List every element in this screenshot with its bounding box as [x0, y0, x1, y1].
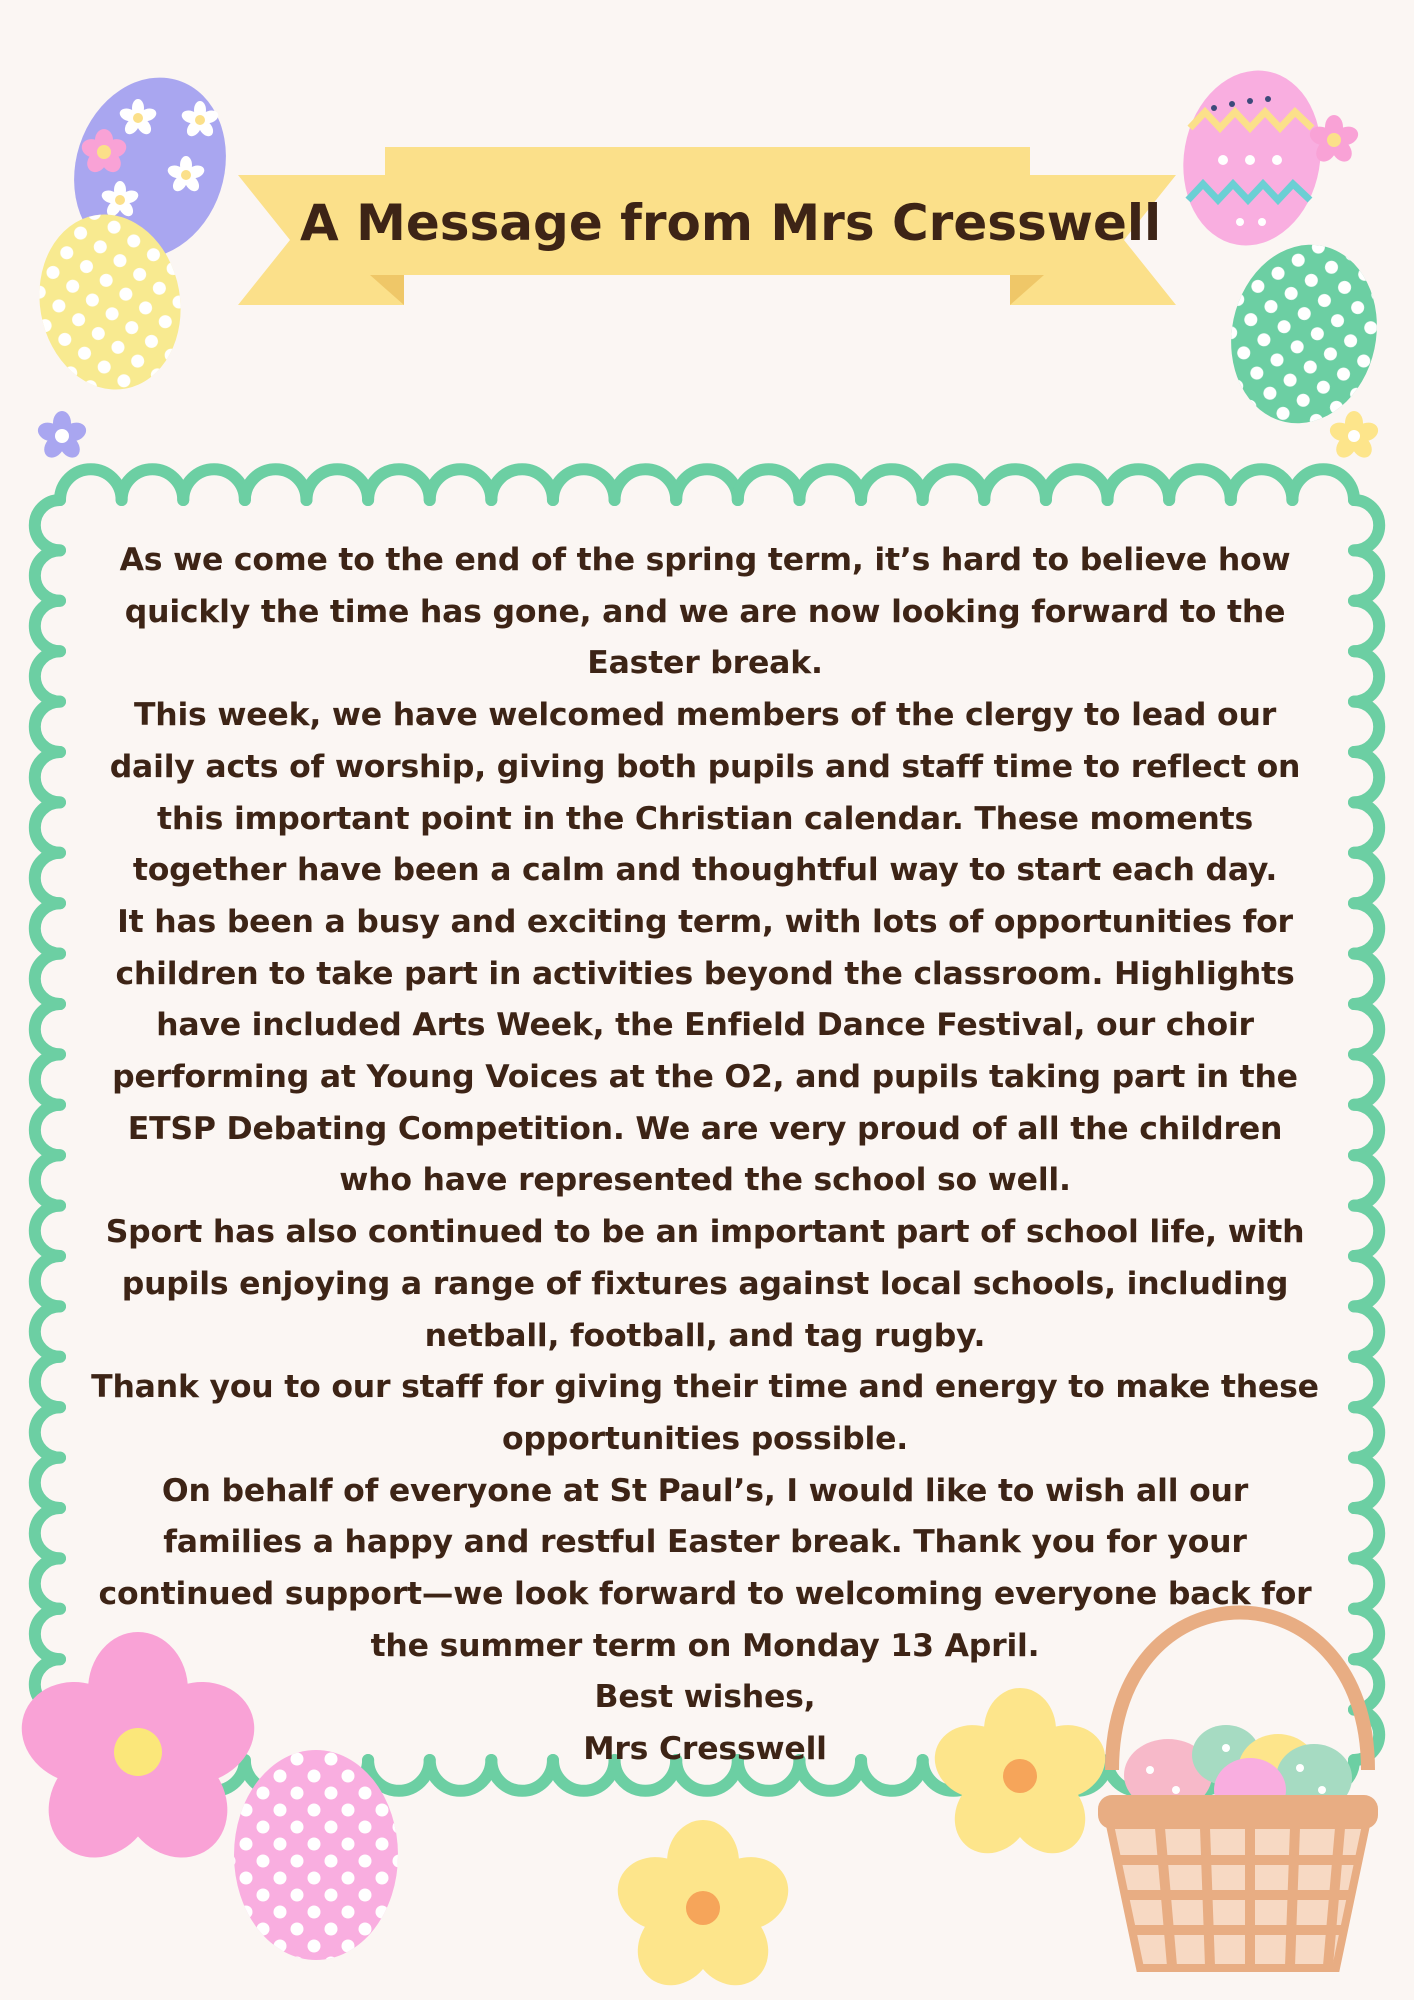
scallop-arc: [1354, 1558, 1379, 1608]
scallop-arc: [122, 469, 184, 500]
letter-paragraph: Sport has also continued to be an important part of school life, with pupils enjoying a range of fixtures against local schools, including netball, football, and tag rugby.: [105, 1214, 1305, 1354]
letter-body: [90, 535, 1320, 1776]
scallop-arc: [1354, 802, 1379, 852]
scallop-arc: [1292, 469, 1354, 500]
scallop-arc: [799, 469, 861, 500]
scallop-arc: [923, 469, 985, 500]
scallop-arc: [1354, 1155, 1379, 1205]
egg-pink-zigzag-icon: [1170, 60, 1334, 257]
scallop-arc: [183, 469, 245, 500]
scallop-arc: [1354, 1054, 1379, 1104]
scallop-arc: [1354, 1206, 1379, 1256]
egg-green-icon: [1215, 231, 1393, 437]
scallop-arc: [491, 469, 553, 500]
scallop-arc: [430, 469, 492, 500]
scallop-arc: [1231, 469, 1293, 500]
scallop-arc: [1354, 651, 1379, 701]
scallop-arc: [35, 601, 60, 651]
scallop-arc: [35, 1609, 60, 1659]
scallop-arc: [1354, 1458, 1379, 1508]
scallop-arc: [35, 752, 60, 802]
page-title: A Message from Mrs Cresswell: [300, 194, 1162, 252]
scallop-arc: [35, 500, 60, 550]
scallop-arc: [1046, 469, 1108, 500]
scallop-arc: [1354, 1357, 1379, 1407]
scallop-arc: [35, 853, 60, 903]
scallop-arc: [60, 469, 122, 500]
scallop-arc: [1354, 500, 1379, 550]
flower-lilac-icon: [35, 411, 88, 462]
flower-yellow-center-icon: [608, 1820, 798, 2000]
scallop-arc: [1354, 1256, 1379, 1306]
scallop-arc: [1354, 1609, 1379, 1659]
scallop-arc: [35, 1054, 60, 1104]
scallop-arc: [1354, 1407, 1379, 1457]
scallop-arc: [1169, 469, 1231, 500]
scallop-arc: [306, 469, 368, 500]
scallop-arc: [1354, 752, 1379, 802]
scallop-arc: [35, 903, 60, 953]
scallop-arc: [35, 1206, 60, 1256]
scallop-arc: [1354, 1004, 1379, 1054]
scallop-arc: [1354, 954, 1379, 1004]
scallop-arc: [35, 1508, 60, 1558]
scallop-arc: [35, 550, 60, 600]
letter-paragraph: On behalf of everyone at St Paul’s, I would like to wish all our families a happy and restful Easter break. Thank you for your continued support—we look forward to welcoming everyone back for the summer term on Monday 13 April.: [98, 1472, 1312, 1664]
scallop-arc: [35, 802, 60, 852]
scallop-arc: [1354, 702, 1379, 752]
letter-closing: Best wishes,: [594, 1679, 816, 1716]
scallop-arc: [35, 1155, 60, 1205]
letter-paragraph: This week, we have welcomed members of the clergy to lead our daily acts of worship, giving both pupils and staff time to reflect on this important point in the Christian calendar. These moments together have been a calm and thoughtful way to start each day.: [109, 697, 1301, 889]
scallop-arc: [1108, 469, 1170, 500]
scallop-arc: [1354, 903, 1379, 953]
scallop-arc: [35, 1105, 60, 1155]
scallop-arc: [1354, 1306, 1379, 1356]
scallop-arc: [35, 1306, 60, 1356]
flower-yellow-small-icon: [1327, 411, 1380, 462]
scallop-arc: [35, 1407, 60, 1457]
scallop-arc: [1354, 601, 1379, 651]
scallop-arc: [676, 469, 738, 500]
scallop-arc: [35, 1458, 60, 1508]
letter-paragraph: As we come to the end of the spring term, it’s hard to believe how quickly the time has gone, and we are now looking forward to the Easter break.: [119, 542, 1291, 682]
scallop-arc: [984, 469, 1046, 500]
scallop-arc: [615, 469, 677, 500]
scallop-arc: [1354, 1508, 1379, 1558]
scallop-arc: [35, 702, 60, 752]
scallop-arc: [35, 954, 60, 1004]
letter-paragraph: Thank you to our staff for giving their time and energy to make these opportunities possible.: [91, 1369, 1319, 1457]
scallop-arc: [861, 469, 923, 500]
egg-pink-dotted-icon: [234, 1750, 398, 1960]
scallop-arc: [368, 469, 430, 500]
scallop-arc: [35, 1256, 60, 1306]
letter-paragraph: It has been a busy and exciting term, with lots of opportunities for children to take part in activities beyond the classroom. Highlights have included Arts Week, the Enfield Dance Festival, our choir performing at Young Voices at the O2, and pupils taking part in the ETSP Debating Competition. We are very proud of all the children who have represented the school so well.: [112, 903, 1298, 1199]
letter-signature: Mrs Cresswell: [583, 1731, 827, 1768]
scallop-arc: [1354, 1105, 1379, 1155]
scallop-arc: [245, 469, 307, 500]
scallop-arc: [1354, 550, 1379, 600]
scallop-arc: [35, 651, 60, 701]
scallop-arc: [35, 1558, 60, 1608]
scallop-arc: [553, 469, 615, 500]
scallop-arc: [35, 1004, 60, 1054]
scallop-arc: [738, 469, 800, 500]
scallop-arc: [35, 1357, 60, 1407]
scallop-arc: [1354, 853, 1379, 903]
